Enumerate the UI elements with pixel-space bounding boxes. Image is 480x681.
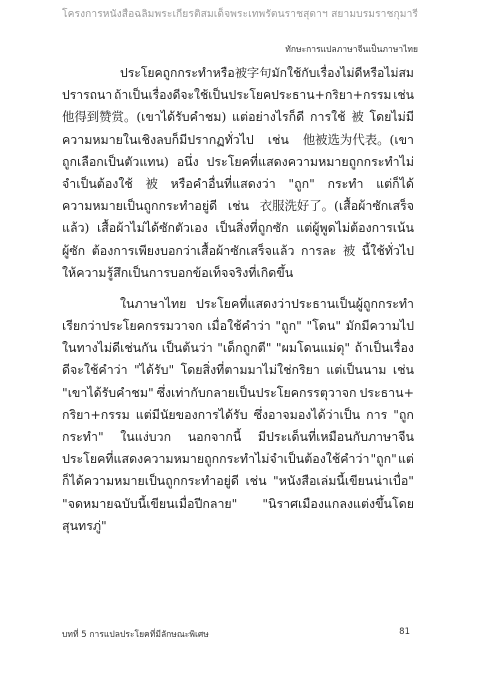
chapter-footer: บทที่ 5 การแปลประโยคที่มีลักษณะพิเศษ [62,630,209,640]
text-line [62,84,414,106]
word: ประธาน+ [359,384,414,400]
word: เป็นสิ่งที่ถูกซัก [215,220,289,236]
word: จำเป็นต้องใช้ [62,175,133,191]
text-line [62,293,414,315]
word: ซึ่งเท่ากับกลายเป็นประโยคกรรตุวาจก [156,384,357,400]
word: ต้องการเพียงบอกว่าเสื้อผ้าซักเสร็จแล้ว [91,242,295,258]
word: 被 [351,109,364,125]
word: 被字句 [234,66,272,80]
text-line [62,359,414,381]
text-line [62,337,414,359]
word: ปรารถนา [62,88,113,103]
word: โดยสิ่งที่ตามมาไม่ใช่กริยา [180,362,320,378]
text-line [62,195,414,217]
text-line [62,62,414,84]
word: นอกจากนี้ [187,429,242,444]
word: แต่อย่างไรก็ดี [232,109,305,125]
word: แต่ผู้พูดไม่ต้องการเน้น [296,220,414,236]
word: กริยา+กรรม [62,406,130,422]
text-line [62,129,414,151]
text-line [62,470,414,492]
word: ในภาษาไทย [120,295,187,311]
word: "ถูก [393,406,414,422]
text-line [62,217,414,239]
word: เช่น [245,473,267,489]
word: เสื้อผ้าไม่ได้ซักตัวเอง [96,220,208,236]
word: เช่น [393,88,414,103]
word: ในทางไม่ดีเช่นกัน [62,340,158,356]
body-text [62,62,414,537]
word: เช่น [267,131,289,147]
text-line [62,493,414,515]
word: ประโยคที่แสดงความหมายถูกกระทำไม่จำเป็นต้องใช้คำว่า [62,451,370,467]
word: "โดน" [306,318,342,334]
word: ความหมายในเชิงลบก็มีปรากฏทั่วไป [62,131,254,147]
word: "จดหมายฉบับนี้เขียนเมื่อปีกลาย" [62,495,238,511]
word: "ถูก" [370,451,397,467]
word: "เขาได้รับคำชม" [62,384,154,400]
text-line [62,106,414,128]
text-line [62,240,414,262]
text-line [62,426,414,448]
text-line [62,315,414,337]
word: 被 [342,242,356,258]
word: กระทำ [327,175,364,191]
word: เมื่อใช้คำว่า [207,318,271,334]
word: การ [366,406,388,422]
word: "นิราศเมืองแกลงแต่งขึ้นโดย [262,495,414,511]
word: แต่มีนัยของการได้รับ [135,406,248,422]
paragraph-gap [62,284,414,293]
text-line: ให้ความรู้สึกเป็นการบอกข้อเท็จจริงที่เกิดขึ้น [62,264,294,280]
word: มีประเด็นที่เหมือนกับภาษาจีน [257,429,414,444]
word: ถ้าเป็นเรื่อง [354,340,414,356]
word: "ถูก" [288,175,315,191]
word: ประโยคที่แสดงว่าประธานเป็นผู้ถูกกระทำ [195,295,414,311]
running-head: ทักษะการแปลภาษาจีนเป็นภาษาไทย [285,45,418,55]
word: เป็นต้นว่า [161,340,213,356]
paragraph [62,293,414,537]
word: ซึ่งอาจมองได้ว่าเป็น [253,406,361,422]
paragraph [62,62,414,284]
word: 衣服洗好了。(เสื้อผ้าซักเสร็จ [259,198,414,214]
word: "หนังสือเล่มนี้เขียนน่าเบื่อ" [273,473,414,489]
word: มักใช้กับเรื่องไม่ดีหรือไม่สม [271,66,414,80]
word: "เด็กถูกตี" [217,340,272,356]
word: 他被选为代表。(เขา [302,131,414,147]
word: "ถูก" [275,318,302,334]
word: 他得到赞赏。(เขาได้รับคำชม) [62,109,227,125]
word: นี้ใช้ทั่วไป [361,242,414,258]
word: เช่น [227,198,250,214]
word: ประโยคถูกกระทำหรือ [120,66,235,80]
word: ในแง่บวก [120,429,172,444]
word: ถ้าเป็นเรื่องดีจะใช้เป็นประโยคประธาน+กริยา+กรรม [114,88,392,103]
word: ความหมายเป็นถูกกระทำอยู่ดี [62,198,218,214]
text-line [62,404,414,426]
word: แต่ [397,451,414,467]
word: ถูกเลือกเป็นตัวแทน) [62,153,169,169]
word: "ได้รับ" [133,362,175,378]
word: เช่น [392,362,414,378]
word: 被 [145,175,158,191]
text-line [62,448,414,470]
word: โดยไม่มี [369,109,414,125]
series-title: โครงการหนังสือฉลิมพระเกียรติสมเด็จพระเทพรัตนราชสุดาฯ สยามบรมราชกุมารี [62,9,418,20]
word: แต่เป็นนาม [326,362,387,378]
page-number: 81 [399,627,410,637]
word: อนึ่ง [176,153,199,169]
word: หรือคำอื่นที่แสดงว่า [170,175,276,191]
text-line [62,173,414,195]
word: แล้ว) [62,220,90,236]
word: กระทำ" [62,429,104,444]
word: ก็ได้ความหมายเป็นถูกกระทำอยู่ดี [62,473,239,489]
text-line [62,151,414,173]
word: "ผมโดนแม่ดุ" [275,340,351,356]
word: ประโยคที่แสดงความหมายถูกกระทำไม่ [206,153,414,169]
word: แต่ก็ได้ [376,175,414,191]
word: การใช้ [309,109,346,125]
word: เรียกว่าประโยคกรรมวาจก [62,318,203,334]
text-line [62,382,414,404]
word: ผู้ซัก [62,242,86,258]
text-line: สุนทรภู่" [62,517,107,533]
word: ดีจะใช้คำว่า [62,362,128,378]
word: การละ [300,242,337,258]
word: มักมีความไป [345,318,414,334]
